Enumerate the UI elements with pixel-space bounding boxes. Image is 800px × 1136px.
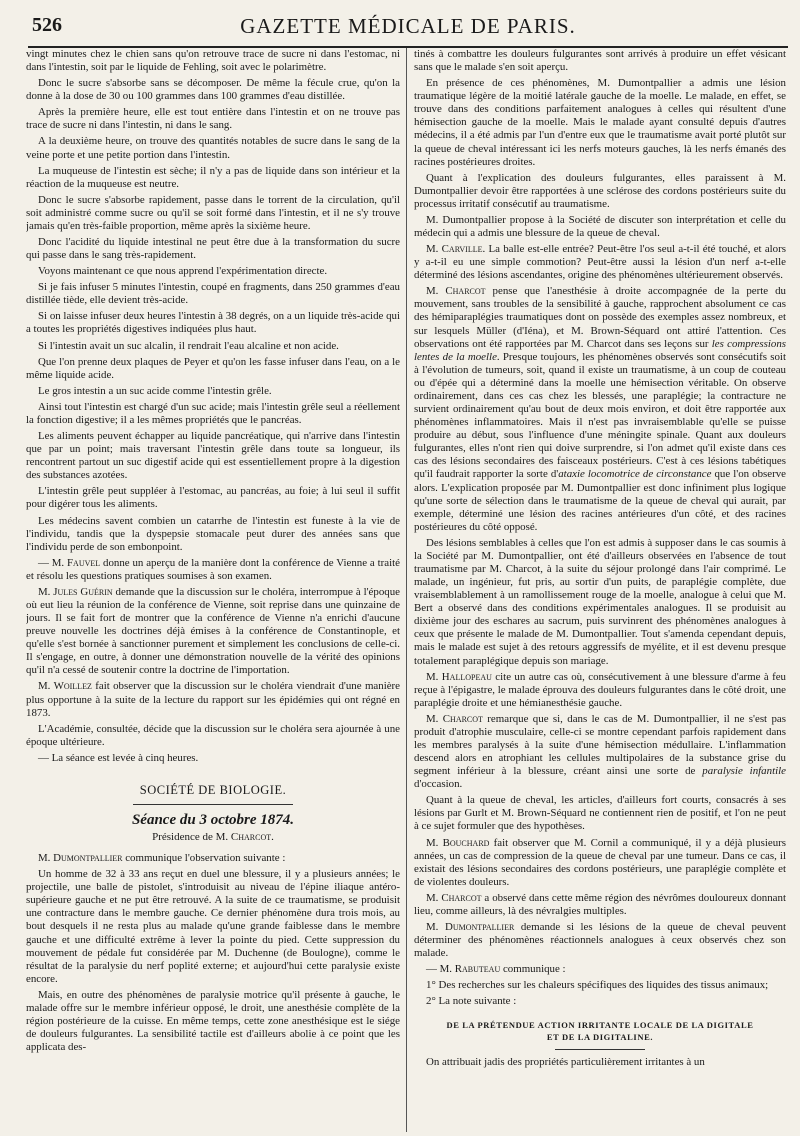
list-item: 1° Des recherches sur les chaleurs spécifiques des liquides des tissus animaux; — [426, 979, 769, 992]
paragraph: Les aliments peuvent échapper au liquide pancréatique, qui n'arrive dans l'intestin que par un point; mais traversant l'intestin grêle dans toute sa longueur, ils rencontrent partout un suc digestif acide qui est essentiellement propre à la digestion des substances azotées. — [26, 430, 400, 482]
paragraph: Si je fais infuser 5 minutes l'intestin, coupé en fragments, dans 250 grammes d'eau distillée tiède, elle devient très-acide. — [26, 281, 400, 307]
paragraph-hallopeau — [414, 671, 786, 710]
italic-phrase: ataxie locomotrice de circonstance — [558, 468, 712, 481]
presidence-prefix: Présidence de — [152, 830, 216, 843]
paragraph: Voyons maintenant ce que nous apprend l'expérimentation directe. — [38, 265, 328, 278]
paragraph: Les médecins savent combien un catarrhe de l'intestin est funeste à la vie de l'individu, tandis que la dyspepsie stomacale peut durer des années sans que l'individu perde de son embonpoint. — [26, 514, 400, 553]
left-column — [26, 48, 400, 1132]
paragraph: — La séance est levée à cinq heures. — [38, 751, 199, 764]
speaker-name: M. Carville. — [426, 243, 486, 256]
paragraph-text: a observé dans cette même région des névrômes douloureux donnant lieu, comme ailleurs, là des névralgies multiples. — [414, 891, 786, 917]
subtitle-line: DE LA PRÉTENDUE ACTION IRRITANTE LOCALE DE LA DIGITALE — [446, 1020, 754, 1031]
paragraph-rabuteau — [414, 963, 786, 976]
paragraph: Quant à l'explication des douleurs fulgurantes, elles paraissent à M. Dumontpallier devoir être rapportées à une sclérose des cordons postérieurs suite du processus irritatif consécutif au traumatisme. — [414, 171, 786, 210]
paragraph-text: fait observer que M. Cornil a communiqué, il y a déjà plusieurs années, un cas de compression de la queue de cheval par une tumeur. Dans ce cas, il existait des lésions secondaires des cordons postérieurs, une paraplégie complète et de violentes douleurs. — [414, 836, 786, 888]
paragraph: Un homme de 32 à 33 ans reçut en duel une blessure, il y a plusieurs années; le projectile, une balle de pistolet, s'introduisit au niveau de l'épine iliaque antéro-supérieure gauche et ne put être retrouvé. A la suite de ce traumatisme, se produisit une contracture dans le membre gauche. Ce dernier phénomène dura trois mois, au bout desquels il ne resta plus au malade qu'une grande faiblesse dans le membre gauche et une difficulté extrême à lever la pointe du pied. Cette suppression du mouvement de pédale fut considérée par M. Duchenne (de Boulogne), comme le résultat de la paralysie du nerf poplité externe; et aujourd'hui cette paralysie existe encore. — [26, 868, 400, 985]
paragraph-charcot — [414, 892, 786, 918]
paragraph: Si on laisse infuser deux heures l'intestin à 38 degrés, on a un liquide très-acide qui a toutes les propriétés digestives indiquées plus haut. — [26, 310, 400, 336]
paragraph: Donc le sucre s'absorbe rapidement, passe dans le torrent de la circulation, qu'il soit administré comme sucre ou qu'il se soit formé dans l'intestin, et il ne s'y trouve jamais qu'en très-faible proportion, même après la sixième heure. — [26, 193, 400, 232]
paragraph-text: remarque que si, dans le cas de M. Dumontpallier, il ne s'est pas produit d'atrophie musculaire, celle-ci se montre cependant parfois rapidement dans les membres paralysés à la suite d'une hémisection médullaire. L'inflammation descend alors en atrophiant les cellules multipolaires de la substance grise du segment inférieur à la blessure, créant ainsi une sorte de — [414, 712, 786, 778]
subtitle-line: ET DE LA DIGITALINE. — [546, 1031, 654, 1042]
paragraph-text: cite un autre cas où, consécutivement à une blessure d'arme à feu reçue à l'épigastre, le malade éprouva des douleurs fulgurantes dans le côté droit, une paraplégie droite et une hémianesthésie gauche. — [414, 670, 786, 709]
paragraph: Donc le sucre s'absorbe sans se décomposer. De même la fécule crue, qu'on la donne à la dose de 30 ou 100 grammes dans 100 grammes d'eau distillée. — [26, 77, 400, 103]
presidence-line — [26, 831, 400, 844]
paragraph: L'intestin grêle peut suppléer à l'estomac, au pancréas, au foie; à lui seul il suffit pour digérer tous les aliments. — [26, 485, 400, 511]
paragraph-bouchard — [414, 837, 786, 889]
paragraph: La muqueuse de l'intestin est sèche; il n'y a pas de liquide dans son intérieur et la réaction de la muqueuse est neutre. — [26, 164, 400, 190]
speaker-name: — M. Rabuteau — [426, 963, 501, 976]
paragraph-text: . Presque toujours, les phénomènes observés sont consécutifs soit à l'évolution de tumeurs, soit, quand il existe un traumatisme, à un coup de couteau ou d'épée qui a déterminé dans la moelle une hémisection véritable. On observe ordinairement, dans ces cas chez les blessés, une paraplégie; la contracture ne survient ordinairement qu'au bout de deux mois environ, et doit être rapportée aux phénomènes inflammatoires. Mais il n'est pas invraisemblable qu'elle se puisse produire au début, sous l'influence d'une méningite spinale. Quant aux douleurs fulgurantes, elles n'ont rien qui doive surprendre, si l'on admet qu'il existe dans ces cas des lésions secondaires des faisceaux postérieurs. C'est à ces lésions tabétiques qu'il faudrait rapporter la sorte d' — [414, 350, 786, 481]
running-title: GAZETTE MÉDICALE DE PARIS. — [240, 14, 576, 38]
paragraph-carville — [414, 243, 786, 282]
speaker-name: M. Charcot — [426, 891, 482, 904]
paragraph: Que l'on prenne deux plaques de Peyer et qu'on les fasse infuser dans l'eau, on a le même liquide acide. — [26, 355, 400, 381]
speaker-name: M. Dumontpallier — [38, 852, 123, 865]
paragraph-dumontpallier — [26, 852, 400, 865]
speaker-name: M. Charcot — [426, 712, 483, 725]
paragraph: Quant à la queue de cheval, les articles, d'ailleurs fort courts, consacrés à ses lésions par Gurlt et M. Brown-Séquard ne contiennent rien de positif, et l'on ne peut à ce sujet formuler que des hypothèses. — [414, 794, 786, 833]
speaker-name: M. Woillez — [38, 680, 92, 693]
paragraph-text: fait observer que la discussion sur le choléra viendrait d'une manière plus opportune à la suite de la lecture du rapport sur les épidémies qui ont régné en 1873. — [26, 680, 400, 719]
paragraph-charcot — [414, 285, 786, 533]
speaker-name: M. Fauvel — [51, 556, 101, 569]
paragraph: Donc l'acidité du liquide intestinal ne peut être due à la transformation du sucre qui passe dans le sang très-rapidement. — [26, 236, 400, 262]
column-divider — [406, 48, 407, 1132]
section-divider — [133, 804, 293, 805]
paragraph-text: demande si les lésions de la queue de cheval peuvent déterminer des phénomènes réactionnels analogues à ceux observés chez son malade. — [414, 921, 786, 960]
paragraph: L'Académie, consultée, décide que la discussion sur le choléra sera ajournée à une époque ultérieure. — [26, 722, 400, 748]
paragraph: vingt minutes chez le chien sans qu'on retrouve trace de sucre ni dans l'estomac, ni dans l'intestin, soit par le liquide de Fehling, soit avec le polarimètre. — [26, 48, 400, 74]
paragraph-text: donne un aperçu de la manière dont la conférence de Vienne a traité et résolu les questions pratiques soumises à son examen. — [26, 556, 400, 582]
italic-phrase: les compressions lentes de la moelle — [414, 337, 786, 363]
paragraph-text: demande que la discussion sur le choléra, interrompue à l'époque où eut lieu la réunion de la conférence de Vienne, soit reprise dans une quinzaine de jours. Il se fait fort de montrer que la conférence de Vienne n'a enrichi d'aucune preuve nouvelle les doctrines déjà émises à la conférence de Constantinople, et qu'elle s'est bornée à sanctionner purement et simplement les conclusions de celle-ci. Il s'engage, en outre, à donner une démonstration nouvelle de la vérité des opinions qu'il n'a cessé de soutenir contre la doctrine de l'importation. — [26, 585, 400, 677]
paragraph: tinés à combattre les douleurs fulgurantes sont arrivés à produire un effet vésicant sans que le malade s'en soit aperçu. — [414, 48, 786, 74]
session-date: Séance du 3 octobre 1874. — [131, 811, 295, 828]
paragraph: On attribuait jadis des propriétés particulièrement irritantes à un — [426, 1055, 705, 1068]
paragraph-guerin — [26, 586, 400, 678]
paragraph: Si l'intestin avait un suc alcalin, il rendrait l'eau alcaline et non acide. — [38, 339, 339, 352]
paragraph: Le gros intestin a un suc acide comme l'intestin grêle. — [38, 384, 272, 397]
paragraph-text: pense que l'anesthésie à droite accompagnée de la perte du mouvement, sans troubles de la sensibilité à gauche, rapprochent absolument ce cas des hémiparaplégies traumatiques dont on possède des exemples assez nombreux, et sur lesquels Müller (d'Iéna), et M. Brown-Séquard ont attiré l'attention. Ces observations ont été rapportées par M. Charcot dans ses leçons sur — [414, 285, 786, 350]
speaker-name: M. Jules Guérin — [38, 585, 113, 598]
paragraph-text: communique l'observation suivante : — [122, 852, 286, 865]
article-subtitle — [414, 1020, 786, 1049]
paragraph: Mais, en outre des phénomènes de paralysie motrice qu'il présente à gauche, le malade offre sur le membre inférieur opposé, le droit, une anesthésie complète de la région postérieure de la cuisse. En même temps, cette zone anesthésique est le siége de douleurs fulgurantes. La sensibilité tactile est d'ailleurs abolie à ce point que les applicata des- — [26, 988, 400, 1054]
page-number: 526 — [32, 14, 62, 36]
paragraph-woillez — [26, 680, 400, 719]
speaker-name: M. Dumontpallier — [426, 921, 515, 933]
italic-phrase: paralysie infantile — [702, 765, 786, 778]
section-title: SOCIÉTÉ DE BIOLOGIE. — [139, 782, 287, 797]
president-name: M. Charcot. — [215, 830, 274, 843]
list-item: 2° La note suivante : — [426, 995, 517, 1008]
page-header — [28, 6, 788, 48]
speaker-name: M. Hallopeau — [426, 670, 492, 683]
paragraph-text: d'occasion. — [414, 778, 463, 791]
speaker-name: M. Charcot — [426, 285, 486, 298]
right-column — [414, 48, 786, 1132]
paragraph-charcot — [414, 713, 786, 791]
paragraph-text: La balle est-elle entrée? Peut-être l'os seul a-t-il été touché, et alors y a-t-il eu une simple commotion? Peut-être aussi la lésion d'un nerf a-t-elle déterminé des lésions ascendantes, origine des phénomènes ultérieurement observés. — [414, 243, 786, 282]
paragraph-dumontpallier — [414, 921, 786, 960]
paragraph: Après la première heure, elle est tout entière dans l'intestin et on ne trouve pas trace de sucre ni dans l'intestin, ni dans le sang. — [26, 106, 400, 132]
subtitle-divider — [555, 1049, 645, 1050]
paragraph: M. Dumontpallier propose à la Société de discuter son interprétation et celle du médecin qui a admis une blessure de la queue de cheval. — [414, 213, 786, 240]
paragraph: En présence de ces phénomènes, M. Dumontpallier a admis une lésion traumatique légère de la moitié latérale gauche de la moelle. Le malade, en effet, se trouve dans des conditions parfaitement analogues à celles qui résultent d'une hémisection gauche de la moelle. Mais le malade ayant consulté depuis d'autres médecins, il a été admis par l'un d'entre eux que le traumatisme avait porté plutôt sur la queue de cheval intéressant ici les nerfs moteurs gauches, là les nerfs émanés des racines postérieures droites. — [414, 77, 786, 168]
paragraph: A la deuxième heure, on trouve des quantités notables de sucre dans le sang de la veine porte et une petite portion dans l'intestin. — [26, 135, 400, 161]
speaker-name: M. Bouchard — [426, 836, 490, 849]
paragraph-text: que l'on observe alors. L'explication proposée par M. Dumontpallier est donc infiniment plus logique qu'une sorte de sélection dans le traumatisme de la queue de cheval qui aurait, par exemple, déterminé une lésion des racines antérieures d'un côté, et des racines postérieures du côté opposé. — [414, 468, 786, 533]
paragraph: Des lésions semblables à celles que l'on est admis à supposer dans le cas soumis à la Société par M. Dumontpallier, ont été d'ailleurs observées en l'absence de tout traumatisme par M. Charcot, à la suite du séjour prolongé dans l'air comprimé. Le malade, un ingénieur, fut pris, au sortir d'un puits, de paraplégie complète, due vraisemblablement à un ramollissement rouge de la moelle, analogue à celui que M. Bert a observé dans des conditions expérimentales analogues. Il se produisit au dixième jour des eschares au sacrum, puis survinrent des phénomènes analogues à ceux que présente le malade de M. Dumontpallier. Tout s'amenda cependant depuis, mais le malade est sujet à des retours aggressifs de myélite, et il est devenu presque totalement paraplégique depuis son mariage. — [414, 536, 786, 667]
paragraph-fauvel: — M. Fauvel donne un aperçu de la manière dont la conférence de Vienne a traité et résolu les questions pratiques soumises à son examen. — [26, 556, 400, 582]
paragraph-text: communique : — [500, 963, 566, 976]
paragraph: Ainsi tout l'intestin est chargé d'un suc acide; mais l'intestin grêle seul a réellement la fonction digestive; il a les mêmes propriétés que le pancréas. — [26, 400, 400, 426]
